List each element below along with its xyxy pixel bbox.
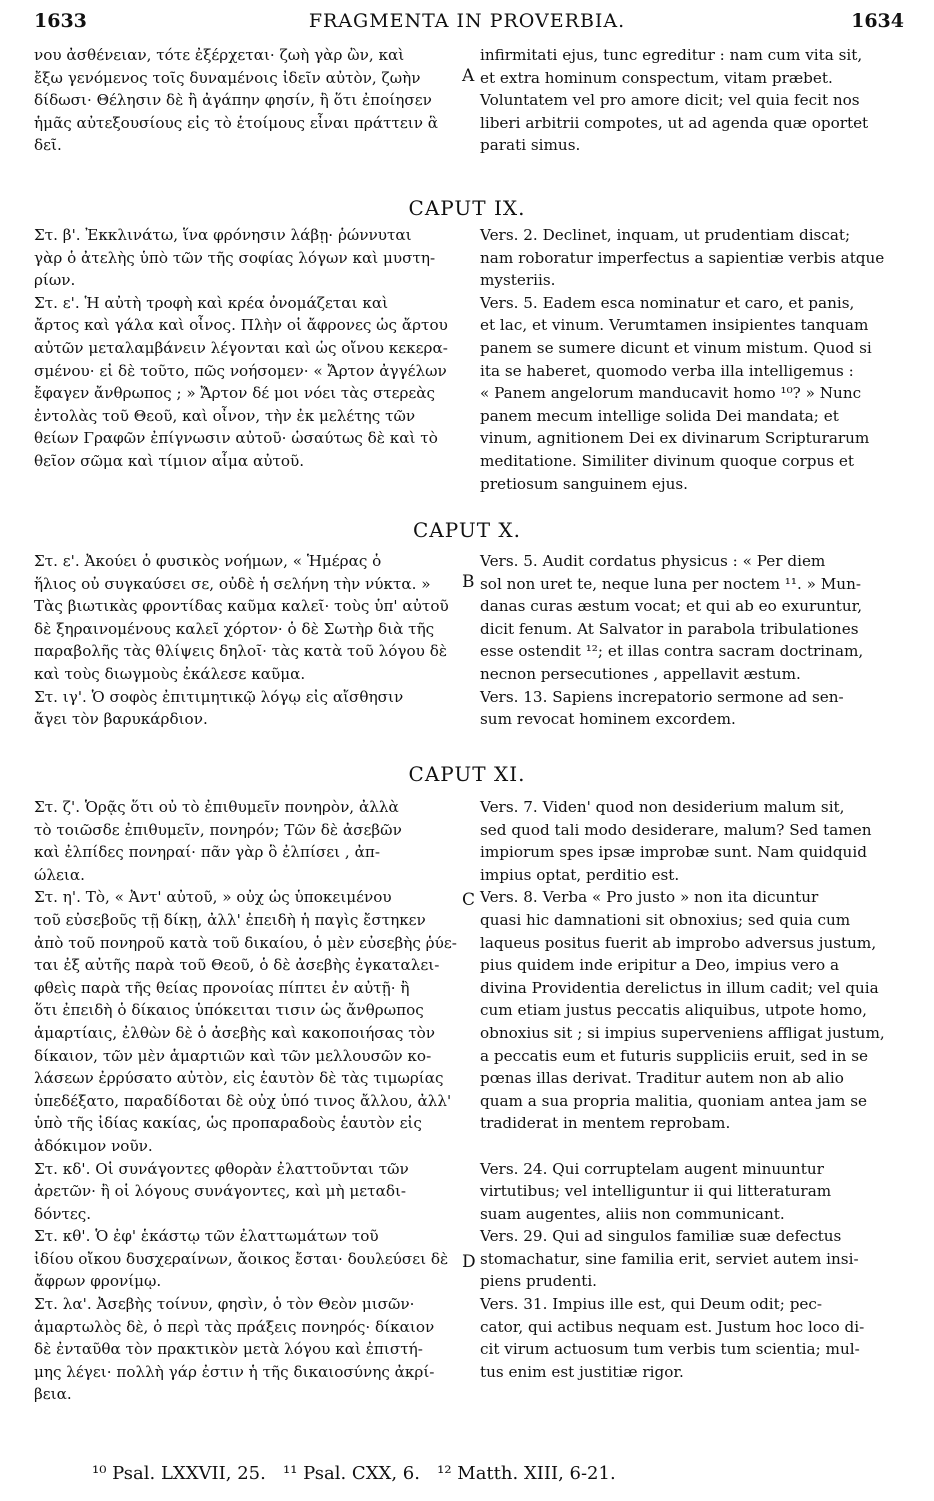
latin-text-block-3 — [480, 796, 898, 1383]
greek-text-block-0 — [34, 44, 474, 157]
latin-text-block-1 — [480, 224, 898, 495]
chapter-heading-ix: CAPUT IX. — [408, 196, 526, 220]
page-number-right: 1634 — [851, 10, 904, 32]
chapter-heading-x: CAPUT X. — [413, 518, 521, 542]
margin-letter-d: D — [462, 1252, 476, 1272]
latin-paragraph: Vers. 7. Viden' quod non desiderium malum sit, sed quod tali modo desiderare, malum? Sed tamen impiorum spes ipsæ improbæ sunt. Nam quidquid impius optat, perditio est. Vers. 8. Verba « Pro justo » non ita dicuntur quasi hic damnationi sit obnoxius; sed quia cum laqueus positus fuerit ab improbo adversus justum, pius quidem inde eripitur a Deo, impius vero a divina Providentia derelictus in illum cadit; vel quia cum etiam justus peccatis aliquibus, utpote homo, obnoxius sit ; si impius superveniens affligat justum, a peccatis eum et futuris suppliciis eruit, sed in se pœnas illas derivat. Traditur autem non ab alio quam a sua propria malitia, quoniam antea jam se tradiderat in mentem reprobam. Vers. 24. Qui corruptelam augent minuuntur virtutibus; vel intelliguntur ii qui litteraturam suam augentes, aliis non communicant. Vers. 29. Qui ad singulos familiæ suæ defectus stomachatur, sine familia erit, serviet autem insi- piens prudenti. Vers. 31. Impius ille est, qui Deum odit; pec- cator, qui actibus nequam est. Justum hoc loco di- cit virum actuosum tum verbis tum scientia; mul- tus enim est justitiæ rigor. — [480, 798, 885, 1381]
greek-paragraph: Στ. β'. Ἐκκλινάτω, ἵνα φρόνησιν λάβῃ· ῥώννυται γὰρ ὁ ἀτελὴς ὑπὸ τῶν τῆς σοφίας λόγων καὶ μυστη- ρίων. Στ. ε'. Ἡ αὐτὴ τροφὴ καὶ κρέα ὀνομάζεται καὶ ἄρτος καὶ γάλα καὶ οἶνος. Πλὴν οἱ ἄφρονες ὡς ἄρτου αὐτῶν μεταλαμβάνειν λέγονται καὶ ὡς οἴνου κεκερα- σμένου· εἰ δὲ τοῦτο, πῶς νοήσομεν· « Ἄρτον ἀγγέλων ἔφαγεν ἄνθρωπος ; » Ἄρτον δέ μοι νόει τὰς στερεὰς ἐντολὰς τοῦ Θεοῦ, καὶ οἶνον, τὴν ἐκ μελέτης τῶν θείων Γραφῶν ἐπίγνωσιν αὐτοῦ· ὡσαύτως δὲ καὶ τὸ θεῖον σῶμα καὶ τίμιον αἷμα αὐτοῦ. — [34, 226, 448, 470]
running-title: FRAGMENTA IN PROVERBIA. — [308, 10, 626, 32]
margin-letter-a: A — [462, 66, 475, 86]
greek-text-block-2 — [34, 550, 474, 731]
page-header — [0, 10, 934, 42]
chapter-heading-xi: CAPUT XI. — [408, 762, 526, 786]
greek-paragraph: Στ. ζ'. Ὁρᾷς ὅτι οὐ τὸ ἐπιθυμεῖν πονηρὸν, ἀλλὰ τὸ τοιῶσδε ἐπιθυμεῖν, πονηρόν; Τῶν δὲ ἀσεβῶν καὶ ἐλπίδες πονηραί· πᾶν γὰρ ὃ ἐλπίσει , ἀπ- ώλεια. Στ. η'. Τὸ, « Ἀντ' αὐτοῦ, » οὐχ ὡς ὑποκειμένου τοῦ εὐσεβοῦς τῇ δίκῃ, ἀλλ' ἐπειδὴ ἡ παγὶς ἔστηκεν ἀπὸ τοῦ πονηροῦ κατὰ τοῦ δικαίου, ὁ μὲν εὐσεβὴς ῥύε- ται ἐξ αὐτῆς παρὰ τοῦ Θεοῦ, ὁ δὲ ἀσεβὴς ἐγκαταλει- φθεὶς παρὰ τῆς θείας προνοίας πίπτει ἐν αὐτῇ· ἢ ὅτι ἐπειδὴ ὁ δίκαιος ὑπόκειται τισιν ὡς ἄνθρωπος ἁμαρτίαις, ἐλθὼν δὲ ὁ ἀσεβὴς καὶ κακοποιήσας τὸν δίκαιον, τῶν μὲν ἁμαρτιῶν καὶ τῶν μελλουσῶν κο- λάσεων ἐρρύσατο αὐτὸν, εἰς ἑαυτὸν δὲ τὰς τιμωρίας ὑπεδέξατο, παραδίδοται δὲ οὐχ ὑπό τινος ἄλλου, ἀλλ' ὑπὸ τῆς ἰδίας κακίας, ὡς προπαραδοὺς ἑαυτὸν εἰς ἀδόκιμον νοῦν. Στ. κδ'. Οἱ συνάγοντες φθορὰν ἐλαττοῦνται τῶν ἀρετῶν· ἢ οἱ λόγους συνάγοντες, καὶ μὴ μεταδι- δόντες. Στ. κθ'. Ὁ ἐφ' ἑκάστῳ τῶν ἐλαττωμάτων τοῦ ἰδίου οἴκου δυσχεραίνων, ἄοικος ἔσται· δουλεύσει δὲ ἄφρων φρονίμῳ. Στ. λα'. Ἀσεβὴς τοίνυν, φησὶν, ὁ τὸν Θεὸν μισῶν· ἁμαρτωλὸς δὲ, ὁ περὶ τὰς πράξεις πονηρός· δίκαιον δὲ ἐνταῦθα τὸν πρακτικὸν μετὰ λόγου καὶ ἐπιστή- μης λέγει· πολλὴ γάρ ἐστιν ἡ τῆς δικαιοσύνης ἀκρί- βεια. — [34, 798, 457, 1404]
latin-text-block-0 — [480, 44, 898, 157]
latin-paragraph: infirmitati ejus, tunc egreditur : nam cum vita sit, et extra hominum conspectum, vitam præbet. Voluntatem vel pro amore dicit; vel quia fecit nos liberi arbitrii compotes, ut ad agenda quæ oportet parati simus. — [480, 46, 869, 155]
margin-letter-b: B — [462, 572, 475, 592]
latin-text-block-2 — [480, 550, 898, 731]
page-number-left: 1633 — [34, 10, 87, 32]
greek-text-block-1 — [34, 224, 474, 473]
greek-paragraph: νου ἀσθένειαν, τότε ἐξέρχεται· ζωὴ γὰρ ὢν, καὶ ἔξω γενόμενος τοῖς δυναμένοις ἰδεῖν αὐτὸν, ζωὴν δίδωσι· Θέλησιν δὲ ἢ ἀγάπην φησίν, ἢ ὅτι ἐποίησεν ἡμᾶς αὐτεξουσίους εἰς τὸ ἑτοίμους εἶναι πράττειν ἃ δεῖ. — [34, 46, 439, 155]
footnotes: ¹⁰ Psal. LXXVII, 25. ¹¹ Psal. CXX, 6. ¹² Matth. XIII, 6-21. — [92, 1463, 616, 1484]
margin-letter-c: C — [462, 890, 476, 910]
greek-paragraph: Στ. ε'. Ἀκούει ὁ φυσικὸς νοήμων, « Ἡμέρας ὁ ἥλιος οὐ συγκαύσει σε, οὐδὲ ἡ σελήνη τὴν νύκτα. » Τὰς βιωτικὰς φροντίδας καῦμα καλεῖ· τοὺς ὑπ' αὐτοῦ δὲ ξηραινομένους καλεῖ χόρτον· ὁ δὲ Σωτὴρ διὰ τῆς παραβολῆς τὰς θλίψεις δηλοῖ· τὰς κατὰ τοῦ λόγου δὲ καὶ τοὺς διωγμοὺς ἐκάλεσε καῦμα. Στ. ιγ'. Ὁ σοφὸς ἐπιτιμητικῷ λόγῳ εἰς αἴσθησιν ἄγει τὸν βαρυκάρδιον. — [34, 552, 449, 729]
greek-text-block-3 — [34, 796, 474, 1406]
latin-paragraph: Vers. 5. Audit cordatus physicus : « Per diem sol non uret te, neque luna per noctem ¹¹. » Mun- danas curas æstum vocat; et qui ab eo exuruntur, dicit fenum. At Salvator in parabola tribulationes esse ostendit ¹²; et illas contra sacram doctrinam, necnon persecutiones , appellavit æstum. Vers. 13. Sapiens increpatorio sermone ad sen- sum revocat hominem excordem. — [480, 552, 864, 729]
latin-paragraph: Vers. 2. Declinet, inquam, ut prudentiam discat; nam roboratur imperfectus a sapientiæ verbis atque mysteriis. Vers. 5. Eadem esca nominatur et caro, et panis, et lac, et vinum. Verumtamen insipientes tanquam panem se sumere dicunt et vinum mistum. Quod si ita se haberet, quomodo verba illa intelligemus : « Panem angelorum manducavit homo ¹⁰? » Nunc panem mecum intellige solida Dei mandata; et vinum, agnitionem Dei ex divinarum Scripturarum meditatione. Similiter divinum quoque corpus et pretiosum sanguinem ejus. — [480, 226, 885, 493]
